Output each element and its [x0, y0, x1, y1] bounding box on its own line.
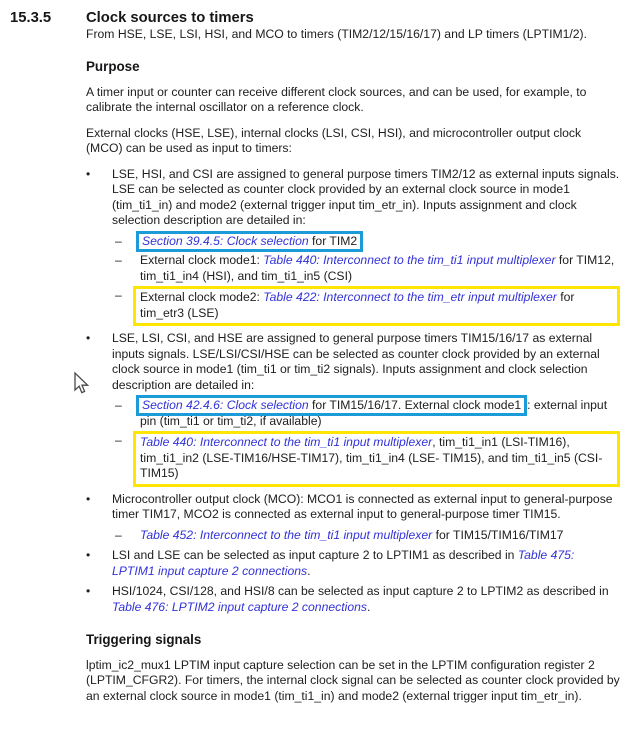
highlight-box-yellow-2: [133, 431, 620, 487]
dash-marker: –: [115, 233, 122, 248]
link-table-476[interactable]: Table 476: LPTIM2 input capture 2 connections: [112, 599, 367, 614]
highlight-box-blue-1: [136, 231, 363, 252]
bullet-text: LSI and LSE can be selected as input capture 2 to LPTIM1 as described in: [112, 548, 518, 562]
dash-marker: –: [115, 288, 122, 302]
content-column: [86, 27, 620, 705]
sub-item-table-452: [115, 528, 620, 544]
sub-item-text: External clock mode1:: [140, 253, 264, 267]
bullet-marker: •: [86, 584, 91, 598]
page-title: Clock sources to timers: [86, 10, 254, 26]
sub-item-text: for TIM2: [308, 233, 358, 248]
sub-item-table-440-inputs: [115, 433, 620, 487]
section-heading-row: [0, 11, 628, 27]
bullet-item-lptim1: [86, 548, 620, 579]
sub-item-text: for TIM15/TIM16/TIM17: [432, 527, 564, 542]
bullet-marker: •: [86, 491, 91, 506]
bullet-text: Microcontroller output clock (MCO): MCO1 is connected as external input to general-purpose timer TIM17, MCO2 is connected as external input to general-purpose timer TIM15.: [112, 491, 613, 521]
link-table-452[interactable]: Table 452: Interconnect to the tim_ti1 input multiplexer: [140, 527, 433, 542]
sub-item-text: for TIM12, tim_ti1_in4 (HSI), and tim_ti1_in5 (CSI): [140, 253, 615, 283]
dash-marker: –: [115, 398, 122, 412]
sub-item-text: , tim_ti1_in1 (LSI-TIM16), tim_ti1_in2 (LSE-TIM16/HSE-TIM17), tim_ti1_in4 (LSE- TIM15), and tim_ti1_in5 (CSI-TIM15): [140, 435, 603, 480]
link-table-440-2[interactable]: Table 440: Interconnect to the tim_ti1 input multiplexer: [140, 435, 433, 449]
link-section-3945[interactable]: Section 39.4.5: Clock selection: [142, 233, 309, 248]
bullet-text: .: [307, 563, 311, 578]
sub-item-text: : external input pin (tim_ti1 or tim_ti2, if available): [140, 398, 608, 428]
sub-item-text: for tim_etr3 (LSE): [140, 290, 575, 320]
section-number: 15.3.5: [10, 10, 52, 26]
purpose-paragraph-2: External clocks (HSE, LSE), internal clocks (LSI, CSI, HSI), and microcontroller output clock (MCO) can be used as input to timers:: [86, 125, 582, 155]
sub-item-section-4246: [115, 398, 620, 429]
bullet-text: HSI/1024, CSI/128, and HSI/8 can be selected as input capture 2 to LPTIM2 as described in: [112, 584, 609, 598]
dash-marker: –: [115, 253, 122, 267]
bullet-text: LSE, LSI, CSI, and HSE are assigned to general purpose timers TIM15/16/17 as external inputs signals. LSE/LSI/CSI/HSE can be selected as counter clock provided by an external clock source in mode1 (tim_ti1 or tim_ti2 signals). Inputs assignment and clock selection description are detailed in:: [112, 331, 600, 392]
bullet-marker: •: [86, 331, 91, 345]
bullet-marker: •: [86, 166, 91, 181]
dash-marker: –: [115, 527, 122, 542]
highlight-box-yellow-1: [133, 286, 620, 326]
bullet-item-tim15-16-17: [86, 331, 620, 393]
bullet-text: .: [366, 599, 371, 614]
sub-item-text: External clock mode2:: [140, 290, 264, 304]
bullet-marker: •: [86, 548, 91, 562]
link-section-4246[interactable]: Section 42.4.6: Clock selection: [142, 398, 309, 412]
bullet-text: LSE, HSI, and CSI are assigned to general purpose timers TIM2/12 as external inputs signals. LSE can be selected as counter clock provided by an external clock source in mode1 (tim_ti1_in) and mode2 (external trigger input tim_etr_in). Inputs assignment and clock selection description are detailed in:: [112, 166, 620, 227]
sub-item-ext-clock-mode1: [115, 253, 620, 284]
link-table-440[interactable]: Table 440: Interconnect to the tim_ti1 input multiplexer: [263, 253, 556, 267]
link-table-422[interactable]: Table 422: Interconnect to the tim_etr input multiplexer: [263, 290, 557, 304]
sub-item-ext-clock-mode2: [115, 288, 620, 326]
bullet-item-mco: [86, 492, 620, 523]
bullet-item-tim2-12: [86, 167, 620, 229]
purpose-heading: Purpose: [86, 59, 140, 74]
sub-item-section-3945: [115, 234, 620, 250]
intro-paragraph: From HSE, LSE, LSI, HSI, and MCO to timers (TIM2/12/15/16/17) and LP timers (LPTIM1/2).: [86, 26, 587, 41]
bullet-item-lptim2: [86, 584, 620, 615]
triggering-signals-heading: Triggering signals: [86, 632, 202, 647]
link-table-475[interactable]: Table 475: LPTIM1 input capture 2 connections: [112, 548, 575, 578]
purpose-paragraph-1: A timer input or counter can receive different clock sources, and can be used, for example, to calibrate the internal oscillator on a reference clock.: [86, 84, 587, 114]
sub-item-text: for TIM15/16/17. External clock mode1: [308, 398, 522, 412]
triggering-paragraph: lptim_ic2_mux1 LPTIM input capture selection can be set in the LPTIM configuration register 2 (LPTIM_CFGR2). For timers, the internal clock signal can be selected as counter clock provided by an external clock source in mode1 (tim_ti1_in) and mode2 (external trigger input tim_etr_in).: [86, 657, 620, 703]
dash-marker: –: [115, 433, 122, 447]
